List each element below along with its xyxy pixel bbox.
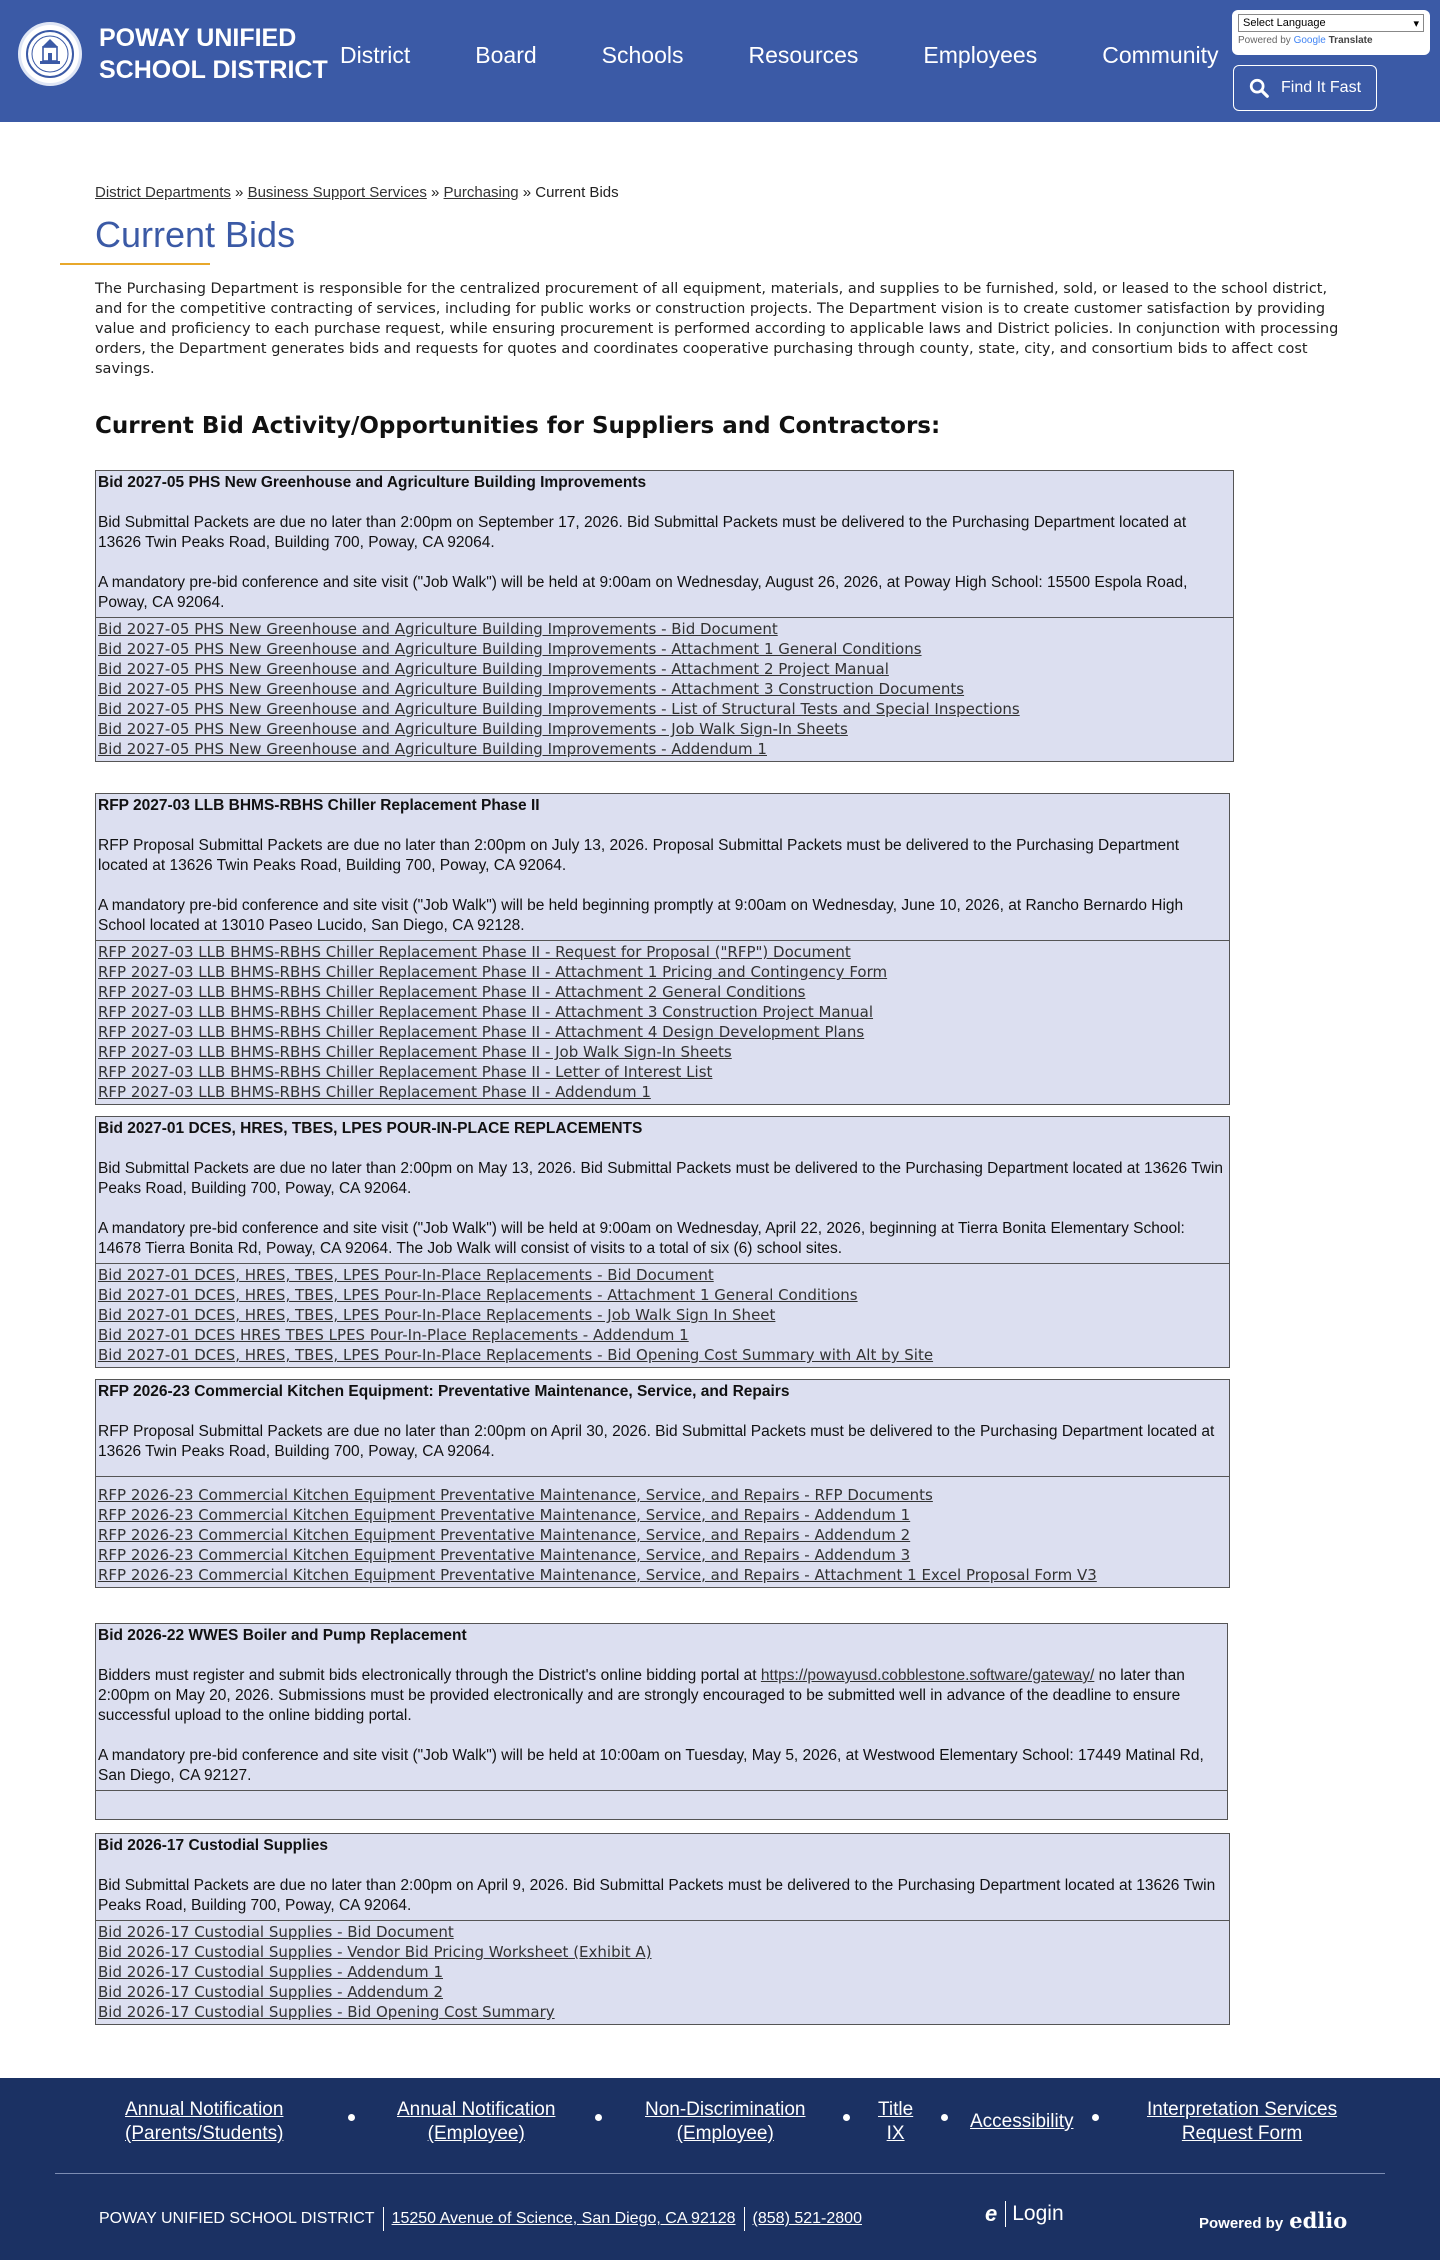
edlio-e-icon: e bbox=[985, 2201, 998, 2226]
bid-document-link[interactable]: RFP 2027-03 LLB BHMS-RBHS Chiller Replacement Phase II - Request for Proposal ("RFP") Document bbox=[98, 943, 851, 961]
bid-paragraph: Bid Submittal Packets are due no later than 2:00pm on April 9, 2026. Bid Submittal Packets must be delivered to the Purchasing Department located at 13626 Twin Peaks Road, Building 700, Poway, CA 92064. bbox=[98, 1877, 1216, 1914]
bid-paragraph-text: no later than 2:00pm on May 20, 2026. Submissions must be provided electronically and are strongly encouraged to be submitted well in advance of the deadline to ensure successful upload to the online bidding portal. bbox=[98, 1667, 1185, 1724]
school-building-icon bbox=[25, 29, 75, 79]
district-seal-logo[interactable] bbox=[18, 22, 82, 86]
language-select[interactable] bbox=[1238, 14, 1424, 32]
site-footer bbox=[0, 2078, 1440, 2260]
bid-paragraph: A mandatory pre-bid conference and site visit ("Job Walk") will be held at 9:00am on Wednesday, August 26, 2026, at Poway High School: 15500 Espola Road, Poway, CA 92064. bbox=[98, 574, 1188, 611]
footer-annual-notification-parents[interactable] bbox=[125, 2098, 283, 2146]
bid-document-link[interactable]: RFP 2027-03 LLB BHMS-RBHS Chiller Replacement Phase II - Letter of Interest List bbox=[98, 1063, 713, 1081]
breadcrumb-business-support-services[interactable]: Business Support Services bbox=[247, 184, 427, 201]
page-title: Current Bids bbox=[95, 214, 296, 255]
footer-link-line: Annual Notification bbox=[397, 2099, 556, 2120]
footer-separator bbox=[383, 2207, 384, 2231]
footer-bullet bbox=[1092, 2114, 1099, 2121]
footer-divider bbox=[55, 2173, 1385, 2174]
breadcrumb-separator: » bbox=[235, 184, 244, 201]
main-nav bbox=[340, 42, 1219, 69]
bid-block bbox=[95, 1623, 1228, 1820]
bid-title: Bid 2027-05 PHS New Greenhouse and Agriculture Building Improvements bbox=[98, 474, 647, 491]
bid-paragraph: A mandatory pre-bid conference and site visit ("Job Walk") will be held at 9:00am on Wednesday, April 22, 2026, beginning at Tierra Bonita Elementary School: 14678 Tierra Bonita Rd, Poway, CA 92064. The Job Walk will consist of visits to a total of six (6) school sites. bbox=[98, 1220, 1185, 1257]
bid-document-link[interactable]: Bid 2027-05 PHS New Greenhouse and Agriculture Building Improvements - Job Walk Sign-In Sheets bbox=[98, 720, 848, 738]
bid-info bbox=[96, 1834, 1229, 1921]
section-heading: Current Bid Activity/Opportunities for Suppliers and Contractors: bbox=[95, 413, 941, 439]
bid-document-link[interactable]: RFP 2026-23 Commercial Kitchen Equipment Preventative Maintenance, Service, and Repairs - Addendum 3 bbox=[98, 1546, 911, 1564]
bid-title: Bid 2026-17 Custodial Supplies bbox=[98, 1837, 328, 1854]
bid-document-link[interactable]: Bid 2026-17 Custodial Supplies - Vendor Bid Pricing Worksheet (Exhibit A) bbox=[98, 1943, 652, 1961]
footer-district-name: POWAY UNIFIED SCHOOL DISTRICT bbox=[99, 2210, 375, 2227]
nav-resources[interactable]: Resources bbox=[748, 42, 859, 68]
bid-info bbox=[96, 794, 1229, 941]
bid-block bbox=[95, 1833, 1230, 2025]
bid-paragraph: Bid Submittal Packets are due no later than 2:00pm on September 17, 2026. Bid Submittal Packets must be delivered to the Purchasing Department located at 13626 Twin Peaks Road, Building 700, Poway, CA 92064. bbox=[98, 514, 1187, 551]
bid-documents bbox=[96, 941, 1229, 1104]
bid-document-link[interactable]: Bid 2027-01 DCES, HRES, TBES, LPES Pour-In-Place Replacements - Attachment 1 General Conditions bbox=[98, 1286, 858, 1304]
bid-document-link[interactable]: Bid 2027-05 PHS New Greenhouse and Agriculture Building Improvements - List of Structural Tests and Special Inspections bbox=[98, 700, 1020, 718]
logo-line-2: SCHOOL DISTRICT bbox=[99, 56, 328, 84]
bid-documents bbox=[96, 1791, 1227, 1819]
bid-document-link[interactable]: Bid 2027-01 DCES HRES TBES LPES Pour-In-Place Replacements - Addendum 1 bbox=[98, 1326, 689, 1344]
bid-document-link[interactable]: RFP 2027-03 LLB BHMS-RBHS Chiller Replacement Phase II - Attachment 3 Construction Project Manual bbox=[98, 1003, 874, 1021]
nav-district[interactable]: District bbox=[340, 42, 411, 68]
bid-document-link[interactable]: Bid 2026-17 Custodial Supplies - Addendum 2 bbox=[98, 1983, 443, 2001]
bid-document-link[interactable]: RFP 2026-23 Commercial Kitchen Equipment Preventative Maintenance, Service, and Repairs - Addendum 2 bbox=[98, 1526, 911, 1544]
edlio-logo: edlio bbox=[1289, 2208, 1348, 2233]
bid-title: RFP 2027-03 LLB BHMS-RBHS Chiller Replacement Phase II bbox=[98, 797, 540, 814]
bid-info bbox=[96, 1380, 1229, 1477]
bid-paragraph bbox=[98, 1666, 1225, 1726]
footer-link-line: (Parents/Students) bbox=[125, 2123, 284, 2144]
footer-title-ix[interactable] bbox=[878, 2098, 913, 2146]
footer-link-line: Title bbox=[878, 2099, 914, 2120]
bid-paragraph: A mandatory pre-bid conference and site visit ("Job Walk") will be held at 10:00am on Tuesday, May 5, 2026, at Westwood Elementary School: 17449 Matinal Rd, San Diego, CA 92127. bbox=[98, 1747, 1204, 1784]
language-select-value: Select Language bbox=[1243, 17, 1326, 29]
breadcrumb-separator: » bbox=[522, 184, 532, 201]
bid-document-link[interactable]: RFP 2027-03 LLB BHMS-RBHS Chiller Replacement Phase II - Attachment 1 Pricing and Contingency Form bbox=[98, 963, 888, 981]
footer-link-line: Request Form bbox=[1181, 2123, 1303, 2144]
bid-info bbox=[96, 1624, 1227, 1791]
footer-bullet bbox=[595, 2114, 602, 2121]
footer-bullet bbox=[348, 2114, 355, 2121]
bid-document-link[interactable]: RFP 2027-03 LLB BHMS-RBHS Chiller Replacement Phase II - Addendum 1 bbox=[98, 1083, 651, 1101]
bid-document-link[interactable]: RFP 2027-03 LLB BHMS-RBHS Chiller Replacement Phase II - Attachment 2 General Conditions bbox=[98, 983, 806, 1001]
bid-info bbox=[96, 471, 1233, 618]
breadcrumb-purchasing[interactable]: Purchasing bbox=[443, 184, 519, 201]
login-separator bbox=[1005, 2201, 1006, 2227]
breadcrumb-district-departments[interactable]: District Departments bbox=[95, 184, 231, 201]
bid-document-link[interactable]: Bid 2026-17 Custodial Supplies - Bid Document bbox=[98, 1923, 454, 1941]
translate-link[interactable]: Translate bbox=[1328, 35, 1373, 46]
find-it-fast-button[interactable] bbox=[1233, 65, 1377, 111]
breadcrumb-current: Current Bids bbox=[535, 184, 619, 201]
bid-info bbox=[96, 1117, 1229, 1264]
powered-by-google bbox=[1238, 35, 1424, 46]
footer-link-line: (Employee) bbox=[427, 2123, 525, 2144]
bid-document-link[interactable]: Bid 2027-01 DCES, HRES, TBES, LPES Pour-In-Place Replacements - Bid Document bbox=[98, 1266, 714, 1284]
bid-document-link[interactable]: Bid 2027-05 PHS New Greenhouse and Agriculture Building Improvements - Attachment 1 General Conditions bbox=[98, 640, 922, 658]
footer-links bbox=[55, 2098, 1385, 2152]
bid-paragraph: RFP Proposal Submittal Packets are due no later than 2:00pm on April 30, 2026. Bid Submittal Packets must be delivered to the Purchasing Department located at 13626 Twin Peaks Road, Building 700, Poway, CA 92064. bbox=[98, 1423, 1215, 1460]
bid-document-link[interactable]: RFP 2026-23 Commercial Kitchen Equipment Preventative Maintenance, Service, and Repairs - Attachment 1 Excel Proposal Form V3 bbox=[98, 1566, 1097, 1584]
powered-by-label: Powered by bbox=[1199, 2215, 1284, 2232]
footer-contact bbox=[99, 2207, 862, 2231]
bid-paragraph: Bid Submittal Packets are due no later than 2:00pm on May 13, 2026. Bid Submittal Packets must be delivered to the Purchasing Department located at 13626 Twin Peaks Road, Building 700, Poway, CA 92064. bbox=[98, 1160, 1223, 1197]
chevron-down-icon: ▾ bbox=[1413, 17, 1419, 30]
intro-paragraph: The Purchasing Department is responsible for the centralized procurement of all equipment, materials, and supplies to be furnished, sold, or leased to the school district, and for the competitive contracting of services, including for public works or construction projects. The Department vision is to create customer satisfaction by providing value and proficiency to each purchase request, while ensuring procurement is performed according to applicable laws and District policies. In conjunction with processing orders, the Department generates bids and requests for quotes and coordinates cooperative purchasing through county, state, city, and consortium bids to affect cost savings. bbox=[95, 281, 1339, 377]
bid-paragraph-text: Bidders must register and submit bids electronically through the District's online bidding portal at bbox=[98, 1667, 761, 1684]
bid-documents bbox=[96, 1921, 1229, 2024]
logo-line-1: POWAY UNIFIED bbox=[99, 24, 297, 52]
search-icon bbox=[1248, 77, 1270, 99]
title-underline bbox=[60, 263, 210, 265]
footer-accessibility[interactable]: Accessibility bbox=[970, 2111, 1074, 2132]
footer-address-link[interactable]: 15250 Avenue of Science, San Diego, CA 92128 bbox=[391, 2210, 736, 2227]
powered-by-edlio[interactable] bbox=[1199, 2208, 1347, 2233]
bid-document-link[interactable]: Bid 2027-05 PHS New Greenhouse and Agriculture Building Improvements - Attachment 3 Construction Documents bbox=[98, 680, 965, 698]
bid-title: Bid 2026-22 WWES Boiler and Pump Replacement bbox=[98, 1627, 467, 1644]
bid-document-link[interactable]: Bid 2027-01 DCES, HRES, TBES, LPES Pour-In-Place Replacements - Bid Opening Cost Summary with Alt by Site bbox=[98, 1346, 934, 1364]
footer-annual-notification-employee[interactable] bbox=[397, 2098, 555, 2146]
footer-non-discrimination[interactable] bbox=[645, 2098, 806, 2146]
bid-document-link[interactable]: Bid 2027-05 PHS New Greenhouse and Agriculture Building Improvements - Addendum 1 bbox=[98, 740, 767, 758]
bid-title: Bid 2027-01 DCES, HRES, TBES, LPES POUR-IN-PLACE REPLACEMENTS bbox=[98, 1120, 643, 1137]
bidding-portal-link[interactable]: https://powayusd.cobblestone.software/gateway/ bbox=[760, 1667, 1095, 1684]
bid-title: RFP 2026-23 Commercial Kitchen Equipment: Preventative Maintenance, Service, and Repairs bbox=[98, 1383, 790, 1400]
breadcrumb bbox=[95, 184, 619, 201]
bid-documents bbox=[96, 1264, 1229, 1367]
bid-document-link[interactable]: RFP 2027-03 LLB BHMS-RBHS Chiller Replacement Phase II - Attachment 4 Design Development Plans bbox=[98, 1023, 865, 1041]
bid-document-link[interactable]: RFP 2026-23 Commercial Kitchen Equipment Preventative Maintenance, Service, and Repairs - Addendum 1 bbox=[98, 1506, 911, 1524]
footer-link-line: Interpretation Services bbox=[1147, 2099, 1338, 2120]
login-label: Login bbox=[1012, 2202, 1064, 2225]
nav-community[interactable]: Community bbox=[1102, 42, 1219, 68]
district-name-logo[interactable] bbox=[99, 22, 328, 86]
bid-document-link[interactable]: Bid 2026-17 Custodial Supplies - Bid Opening Cost Summary bbox=[98, 2003, 555, 2021]
footer-link-line: (Employee) bbox=[676, 2123, 774, 2144]
bid-document-link[interactable]: Bid 2027-05 PHS New Greenhouse and Agriculture Building Improvements - Attachment 2 Project Manual bbox=[98, 660, 889, 678]
bid-paragraph: A mandatory pre-bid conference and site visit ("Job Walk") will be held beginning promptly at 9:00am on Wednesday, June 10, 2026, at Rancho Bernardo High School located at 13010 Paseo Lucido, San Diego, CA 92128. bbox=[98, 897, 1184, 934]
footer-link-line: Annual Notification bbox=[125, 2099, 284, 2120]
footer-link-line: IX bbox=[886, 2123, 905, 2144]
bid-paragraph: RFP Proposal Submittal Packets are due no later than 2:00pm on July 13, 2026. Proposal Submittal Packets must be delivered to the Purchasing Department located at 13626 Twin Peaks Road, Building 700, Poway, CA 92064. bbox=[98, 837, 1180, 874]
site-header bbox=[0, 0, 1440, 122]
bid-documents bbox=[96, 1477, 1229, 1587]
footer-interpretation-services[interactable] bbox=[1147, 2098, 1337, 2146]
bid-block bbox=[95, 1379, 1230, 1588]
bid-block bbox=[95, 470, 1234, 762]
bid-document-link[interactable]: Bid 2027-05 PHS New Greenhouse and Agriculture Building Improvements - Bid Document bbox=[98, 620, 778, 638]
google-logo: Google bbox=[1293, 35, 1326, 46]
bid-block bbox=[95, 1116, 1230, 1368]
bid-documents bbox=[96, 618, 1233, 761]
footer-link-line: Non-Discrimination bbox=[645, 2099, 806, 2120]
footer-phone-link[interactable]: (858) 521-2800 bbox=[752, 2210, 862, 2227]
bid-document-link[interactable]: RFP 2026-23 Commercial Kitchen Equipment Preventative Maintenance, Service, and Repairs - RFP Documents bbox=[98, 1486, 933, 1504]
find-it-fast-label: Find It Fast bbox=[1281, 79, 1362, 96]
breadcrumb-separator: » bbox=[431, 184, 440, 201]
bid-document-link[interactable]: Bid 2027-01 DCES, HRES, TBES, LPES Pour-In-Place Replacements - Job Walk Sign In Sheet bbox=[98, 1306, 776, 1324]
nav-schools[interactable]: Schools bbox=[601, 42, 684, 68]
bid-block bbox=[95, 793, 1230, 1105]
google-translate-widget bbox=[1232, 10, 1430, 55]
bid-document-link[interactable]: Bid 2026-17 Custodial Supplies - Addendum 1 bbox=[98, 1963, 443, 1981]
footer-separator bbox=[744, 2207, 745, 2231]
login-button[interactable] bbox=[985, 2201, 1064, 2227]
footer-bullet bbox=[941, 2114, 948, 2121]
nav-employees[interactable]: Employees bbox=[923, 42, 1038, 68]
footer-bullet bbox=[843, 2114, 850, 2121]
nav-board[interactable]: Board bbox=[475, 42, 537, 68]
bid-document-link[interactable]: RFP 2027-03 LLB BHMS-RBHS Chiller Replacement Phase II - Job Walk Sign-In Sheets bbox=[98, 1043, 732, 1061]
powered-by-label: Powered by bbox=[1238, 35, 1291, 46]
